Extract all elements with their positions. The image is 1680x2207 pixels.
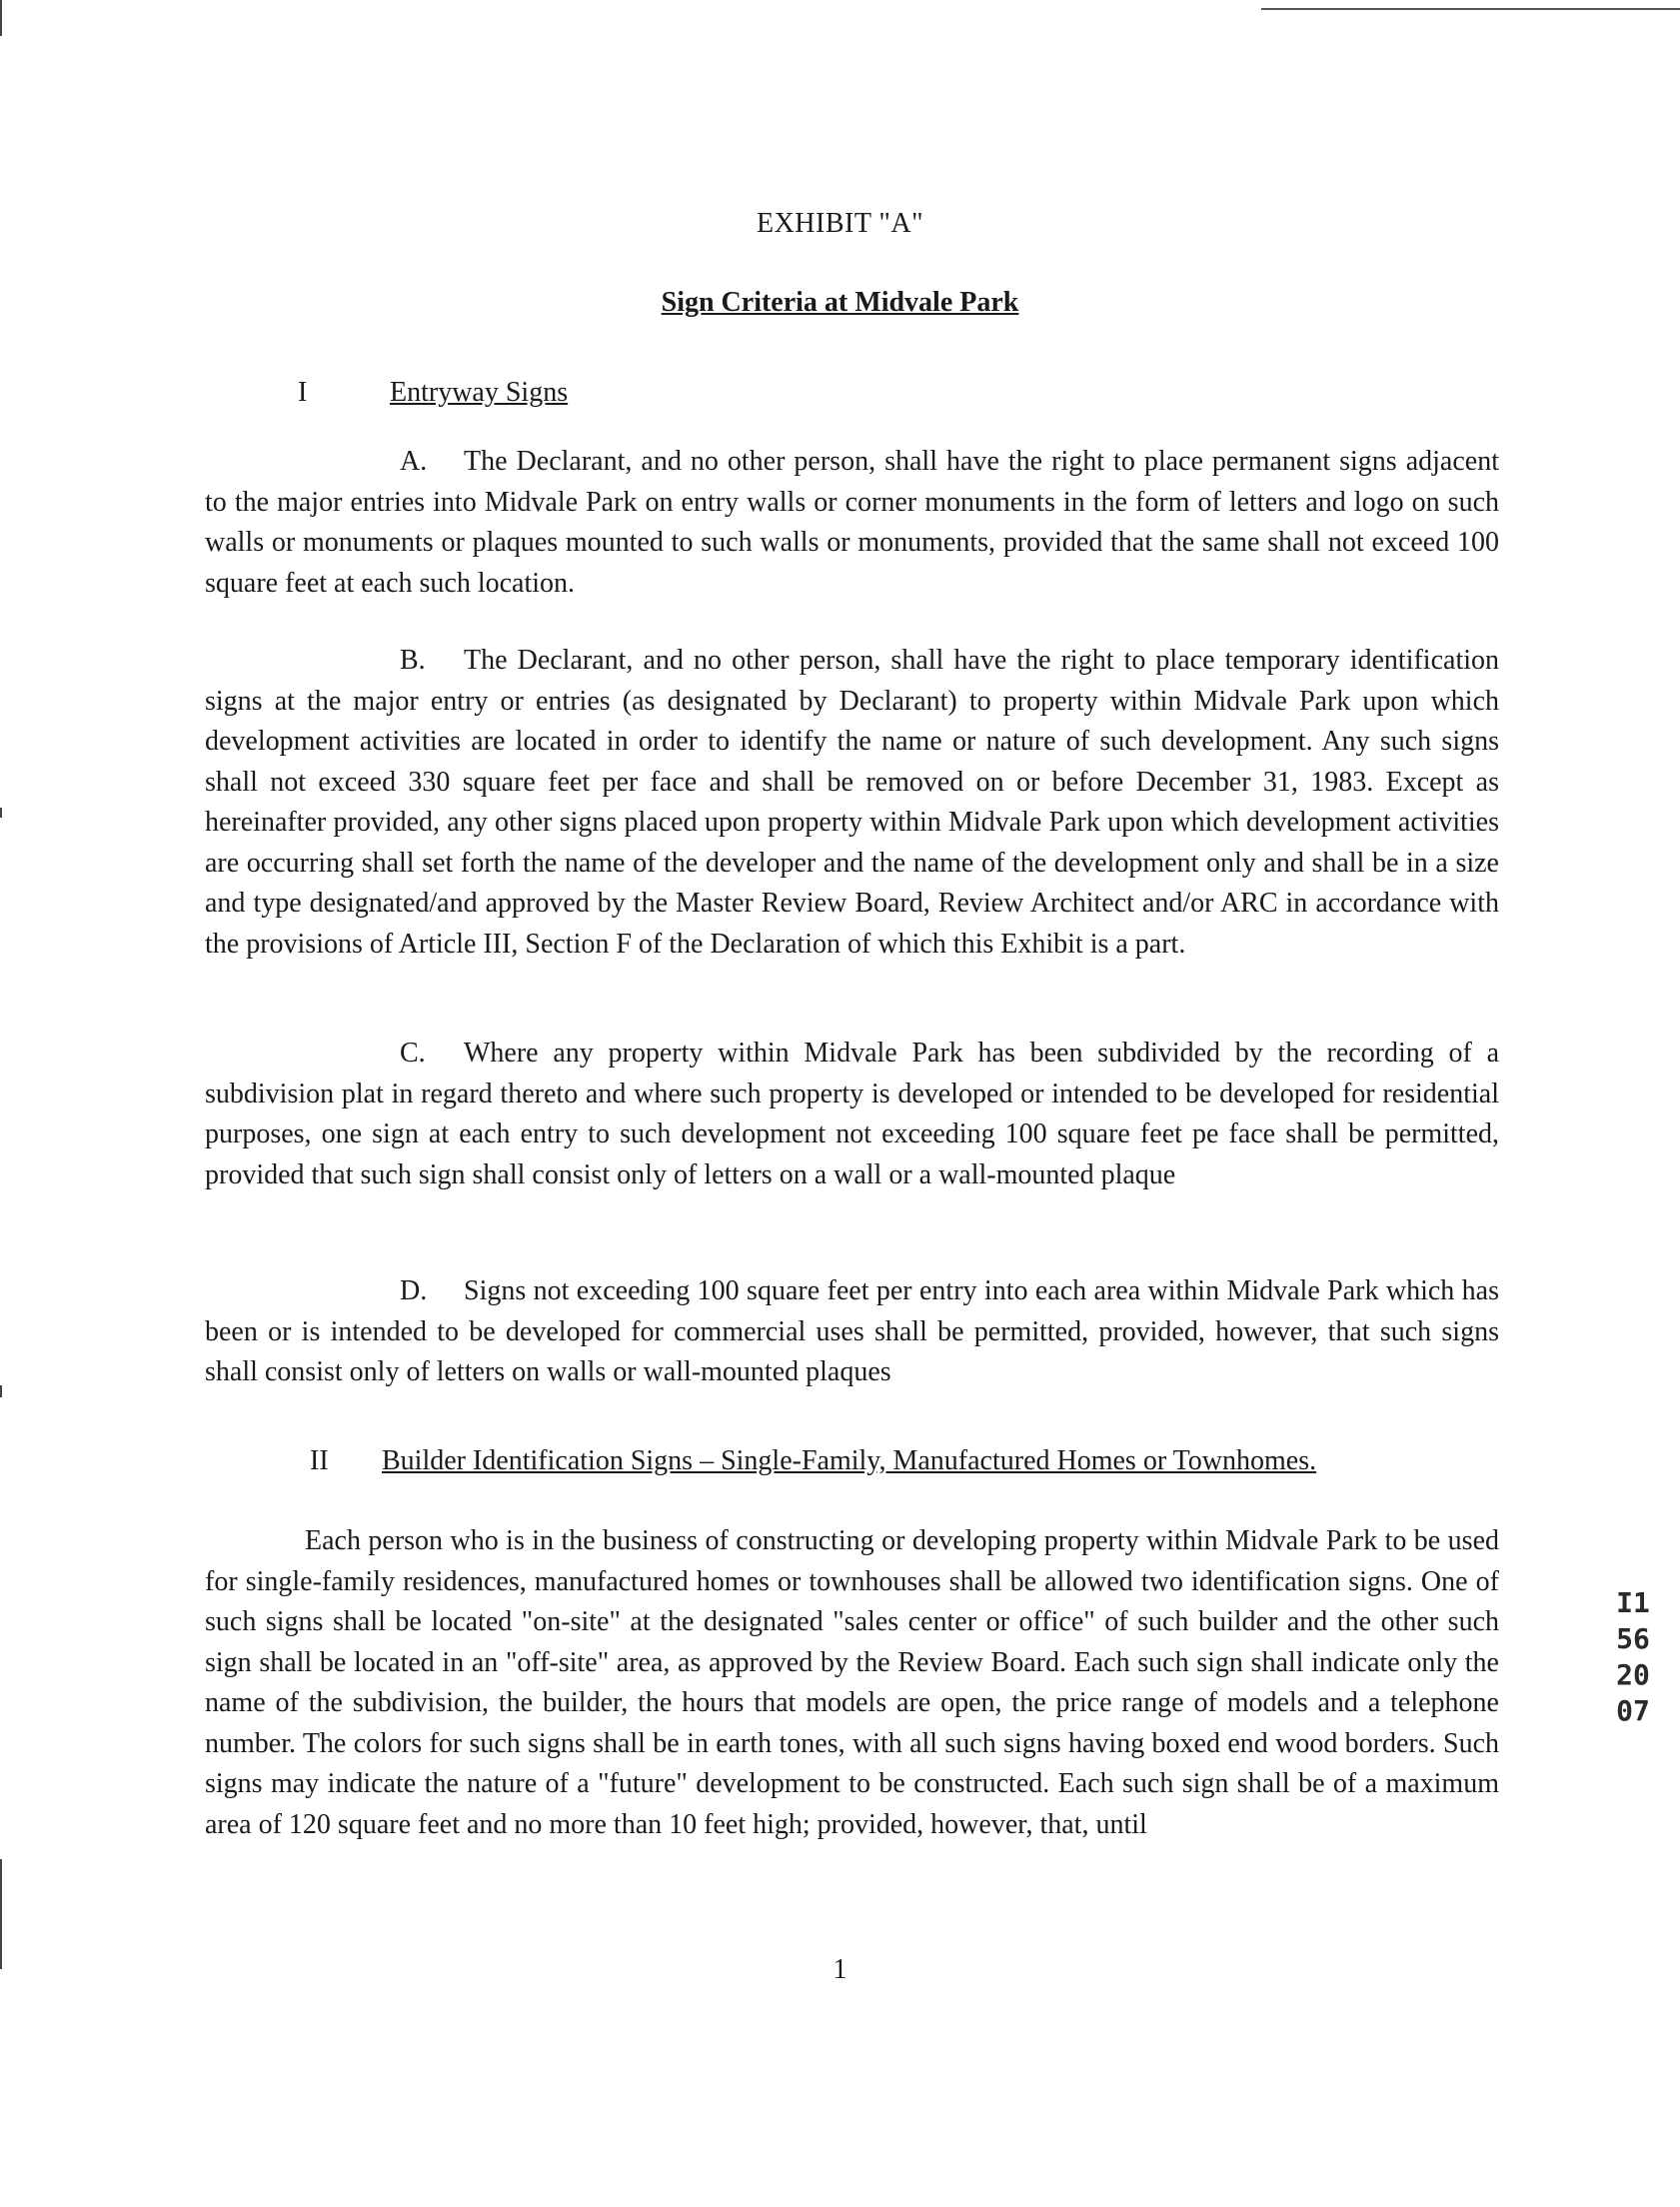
subtitle-text: Sign Criteria at Midvale Park [661,287,1019,318]
scan-edge-mark [0,1385,2,1397]
paragraph-c [205,1034,1499,1195]
paragraph-marker: C. [400,1038,426,1069]
paragraph-a [205,442,1499,604]
section-number: I [298,377,308,408]
scan-edge-mark [0,808,2,818]
scan-edge-mark [0,0,2,36]
page-number: 1 [833,1954,847,1985]
paragraph-marker: B. [400,645,426,676]
paragraph-marker: A. [400,446,428,477]
paragraph-marker: D. [400,1275,428,1306]
section-heading-entryway [298,377,568,409]
paragraph-text: The Declarant, and no other person, shall have the right to place temporary identification signs at the major entry or entries (as designated by Declarant) to property within Midvale Park upon which development activities are located in order to identify the name or nature of such development. Any such signs shall not exceed 330 square feet per face and shall be removed on or before December 31, 1983. Except as hereinafter provided, any other signs placed upon property within Midvale Park upon which development activities are occurring shall set forth the name of the developer and the name of the development only and shall be in a size and type designated/and approved by the Master Review Board, Review Architect and/or ARC in accordance with the provisions of Article III, Section F of the Declaration of which this Exhibit is a part. [205,645,1499,960]
recording-stamp: I156 2007 [1616,1586,1650,1727]
section-number: II [310,1445,329,1476]
paragraph-text: The Declarant, and no other person, shall have the right to place permanent signs adjacent to the major entries into Midvale Park on entry walls or corner monuments in the form of letters and logo on such walls or monuments or plaques mounted to such walls or monuments, provided that the same shall not exceed 100 square feet at each such location. [205,446,1499,599]
document-subtitle [0,287,1680,319]
scan-edge-mark [0,1859,2,1969]
section-heading-builder [310,1445,1316,1477]
paragraph-text: Signs not exceeding 100 square feet per entry into each area within Midvale Park which has been or is intended to be developed for commercial uses shall be permitted, provided, however, that such signs shall consist only of letters on walls or wall-mounted plaques [205,1275,1499,1387]
paragraph-b [205,641,1499,965]
paragraph-d [205,1271,1499,1393]
section-title: Builder Identification Signs – Single-Family, Manufactured Homes or Townhomes. [382,1445,1317,1476]
paragraph-text: Each person who is in the business of constructing or developing property within Midvale Park to be used for single-family residences, manufactured homes or townhouses shall be allowed two identification signs. One of such signs shall be located "on-site" at the designated "sales center or office" of such builder and the other such sign shall be located in an "off-site" area, as approved by the Review Board. Each such sign shall indicate only the name of the subdivision, the builder, the hours that models are open, the price range of models and a telephone number. The colors for such signs shall be in earth tones, with all such signs having boxed end wood borders. Such signs may indicate the nature of a "future" development to be constructed. Each such sign shall be of a maximum area of 120 square feet and no more than 10 feet high; provided, however, that, until [205,1525,1499,1840]
exhibit-title: EXHIBIT "A" [756,208,924,239]
scan-edge-line [1261,8,1680,10]
paragraph-text: Where any property within Midvale Park has been subdivided by the recording of a subdivision plat in regard thereto and where such property is developed or intended to be developed for residential purposes, one sign at each entry to such development not exceeding 100 square feet pe face shall be permitted, provided that such sign shall consist only of letters on a wall or a wall-mounted plaque [205,1038,1499,1190]
paragraph-builder [205,1521,1499,1845]
section-title: Entryway Signs [390,377,569,408]
